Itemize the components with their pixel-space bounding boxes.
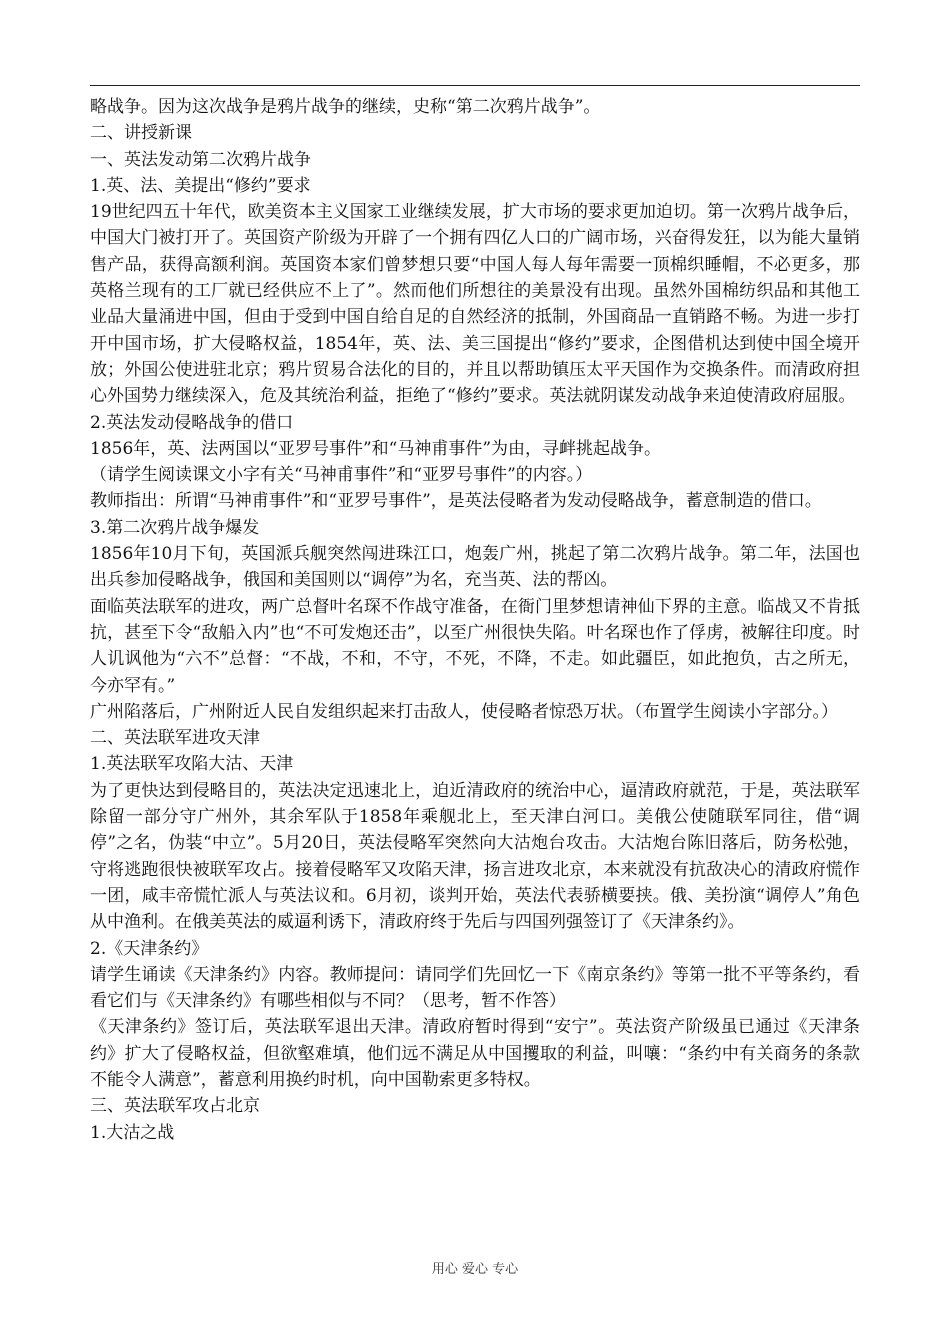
page-footer: 用心 爱心 专心 <box>431 1262 519 1277</box>
paragraph: 请学生诵读《天津条约》内容。教师提问：请同学们先回忆一下《南京条约》等第一批不平等条约，看看它们与《天津条约》有哪些相似与不同？（思考，暂不作答） <box>90 964 860 1012</box>
subsection-heading: 1.英、法、美提出“修约”要求 <box>90 175 311 196</box>
document-body <box>90 94 860 1146</box>
paragraph: 教师指出：所谓“马神甫事件”和“亚罗号事件”，是英法侵略者为发动侵略战争，蓄意制造的借口。 <box>90 491 822 512</box>
section-heading: 三、英法联军攻占北京 <box>90 1096 260 1117</box>
paragraph: （请学生阅读课文小字有关“马神甫事件”和“亚罗号事件”的内容。） <box>90 465 593 486</box>
section-heading: 二、英法联军进攻天津 <box>90 728 260 749</box>
paragraph: 略战争。因为这次战争是鸦片战争的继续，史称“第二次鸦片战争”。 <box>90 97 601 117</box>
paragraph: 1856年10月下旬，英国派兵舰突然闯进珠江口，炮轰广州，挑起了第二次鸦片战争。第二年，法国也出兵参加侵略战争，俄国和美国则以“调停”为名，充当英、法的帮凶。 <box>90 544 860 591</box>
paragraph: 广州陷落后，广州附近人民自发组织起来打击敌人，使侵略者惊恐万状。（布置学生阅读小字部分。） <box>90 701 838 722</box>
subsection-heading: 2.英法发动侵略战争的借口 <box>90 412 294 433</box>
subsection-heading: 1.英法联军攻陷大沽、天津 <box>90 754 294 775</box>
paragraph: 1856年，英、法两国以“亚罗号事件”和“马神甫事件”为由，寻衅挑起战争。 <box>90 438 662 459</box>
paragraph: 《天津条约》签订后，英法联军退出天津。清政府暂时得到“安宁”。英法资产阶级虽已通过《天津条约》扩大了侵略权益，但欲壑难填，他们远不满足从中国攫取的利益，叫嚷：“条约中有关商务的条款不能令人满意”，蓄意利用换约时机，向中国勒索更多特权。 <box>90 1017 860 1090</box>
paragraph: 为了更快达到侵略目的，英法决定迅速北上，迫近清政府的统治中心，逼清政府就范，于是，英法联军除留一部分守广州外，其余军队于1858年乘舰北上，至天津白河口。美俄公使随联军同往，借“调停”之名，伪装“中立”。5月20日，英法侵略军突然向大沽炮台攻击。大沽炮台陈旧落后，防务松弛，守将逃跑很快被联军攻占。接着侵略军又攻陷天津，扬言进攻北京，本来就没有抗敌决心的清政府慌作一团，咸丰帝慌忙派人与英法议和。6月初，谈判开始，英法代表骄横要挟。俄、美扮演“调停人”角色从中渔利。在俄美英法的威逼利诱下，清政府终于先后与四国列强签订了《天津条约》。 <box>90 780 860 933</box>
paragraph: 面临英法联军的进攻，两广总督叶名琛不作战守准备，在衙门里梦想请神仙下界的主意。临战又不肯抵抗，甚至下令“敌船入内”也“不可发炮还击”，以至广州很快失陷。叶名琛也作了俘虏，被解往印度。时人讥讽他为“六不”总督：“不战，不和，不守，不死，不降，不走。如此疆臣，如此抱负，古之所无，今亦罕有。” <box>90 596 860 696</box>
subsection-heading: 3.第二次鸦片战争爆发 <box>90 517 260 538</box>
subsection-heading: 1.大沽之战 <box>90 1122 175 1143</box>
subsection-heading: 2.《天津条约》 <box>90 938 209 959</box>
section-heading: 二、讲授新课 <box>90 123 192 144</box>
paragraph: 19世纪四五十年代，欧美资本主义国家工业继续发展，扩大市场的要求更加迫切。第一次鸦片战争后，中国大门被打开了。英国资产阶级为开辟了一个拥有四亿人口的广阔市场，兴奋得发狂，以为能大量销售产品，获得高额利润。英国资本家们曾梦想只要“中国人每人每年需要一顶棉织睡帽，不必更多，那英格兰现有的工厂就已经供应不上了”。然而他们所想往的美景没有出现。虽然外国棉纺织品和其他工业品大量涌进中国，但由于受到中国自给自足的自然经济的抵制，外国商品一直销路不畅。为进一步打开中国市场，扩大侵略权益，1854年，英、法、美三国提出“修约”要求，企图借机达到使中国全境开放；外国公使进驻北京；鸦片贸易合法化的目的，并且以帮助镇压太平天国作为交换条件。而清政府担心外国势力继续深入，危及其统治利益，拒绝了“修约”要求。英法就阴谋发动战争来迫使清政府屈服。 <box>90 202 860 407</box>
section-heading: 一、英法发动第二次鸦片战争 <box>90 149 311 170</box>
header-rule <box>90 85 860 86</box>
